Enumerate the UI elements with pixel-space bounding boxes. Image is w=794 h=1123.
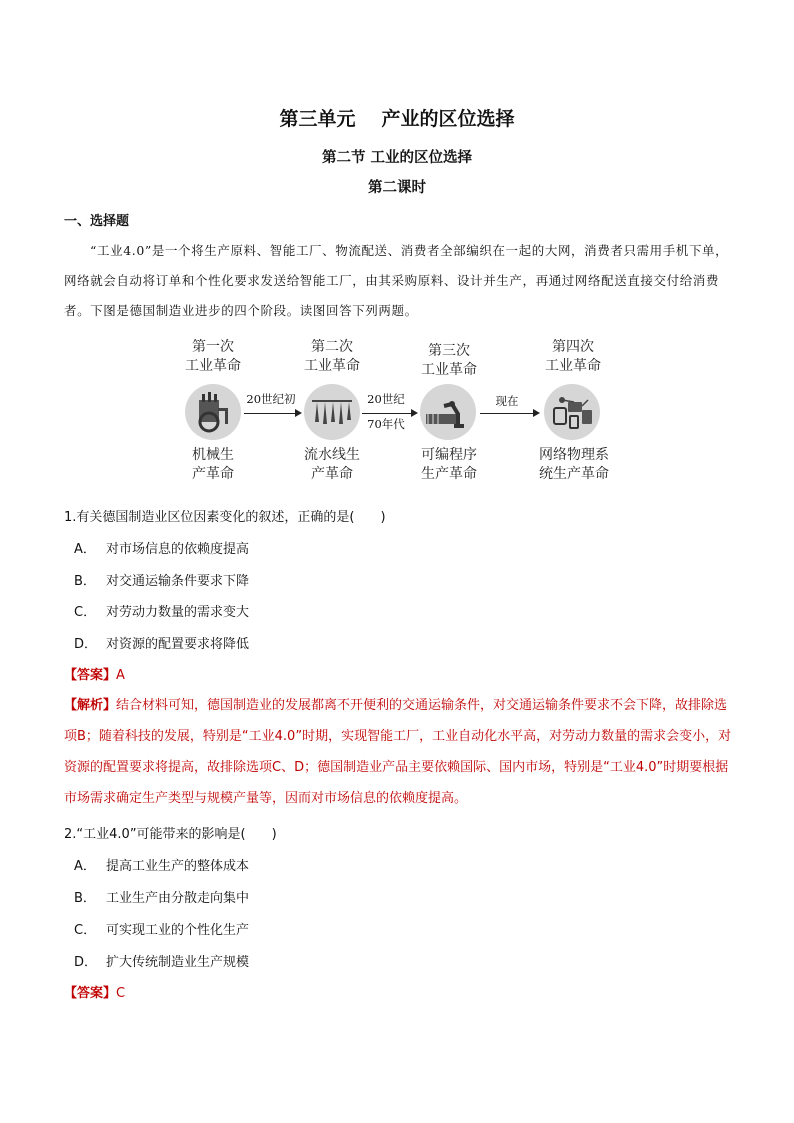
option-letter: C． (74, 605, 97, 620)
answer-label: 【答案】 (64, 986, 117, 1001)
stage-1-label-line2: 产革命 (192, 466, 234, 482)
stage-3-title-line1: 第三次 (428, 343, 470, 359)
question-2-option-a (74, 855, 249, 874)
stage-1-title-line1: 第一次 (192, 339, 234, 355)
option-letter: B． (74, 891, 96, 906)
arrow-2-label-line1: 20世纪 (367, 392, 405, 406)
stage-1-circle (185, 384, 241, 440)
arrow-3-label (478, 394, 536, 409)
analysis-text: 结合材料可知，德国制造业的发展都离不开便利的交通运输条件，对交通运输条件要求不会下降，故排除选项B；随着科技的发展，特别是“工业4.0”时期，实现智能工厂，工业自动化水平高，对劳动力数量的需求会变小，对资源的配置要求将提高，故排除选项C、D；德国制造业产品主要依赖国际、国内市场，特别是“工业4.0”时期要根据市场需求确定生产类型与规模产量等，因而对市场信息的依赖度提高。 (64, 698, 732, 806)
stage-2-label-line2: 产革命 (311, 466, 353, 482)
arrow-1-label (242, 392, 300, 407)
question-1-option-b (74, 570, 249, 589)
question-1-option-d (74, 633, 249, 652)
arrow-2-label-2 (360, 417, 412, 432)
option-text: 工业生产由分散走向集中 (106, 891, 250, 906)
stage-2-label (286, 446, 378, 484)
section-title: 第二节 工业的区位选择 (321, 150, 473, 166)
stage-2-label-line1: 流水线生 (304, 447, 360, 463)
stage-1-title-line2: 工业革命 (185, 358, 241, 374)
stage-2-title (291, 338, 373, 376)
question-2-answer (64, 982, 125, 1001)
stage-4-label-line2: 统生产革命 (539, 466, 609, 482)
question-1-answer (64, 664, 125, 683)
answer-value: C (116, 986, 126, 1001)
question-1-option-c (74, 601, 249, 620)
unit-title-name: 产业的区位选择 (381, 108, 515, 130)
stage-1-label (174, 446, 252, 484)
option-letter: A． (74, 859, 96, 874)
arrow-2 (362, 413, 416, 414)
question-1-option-a (74, 538, 249, 557)
robot-arm-icon (420, 384, 476, 440)
stage-1-title (174, 338, 252, 376)
stage-3-label (404, 446, 494, 484)
stage-3-circle (420, 384, 476, 440)
question-1-analysis (64, 690, 734, 814)
option-text: 可实现工业的个性化生产 (106, 923, 250, 938)
stage-3-label-line1: 可编程序 (421, 447, 477, 463)
stage-4-title-line1: 第四次 (552, 339, 594, 355)
stage-3-label-line2: 生产革命 (421, 466, 477, 482)
intro-paragraph: “工业4.0”是一个将生产原料、智能工厂、物流配送、消费者全部编织在一起的大网，消费者只需用手机下单，网络就会自动将订单和个性化要求发送给智能工厂，由其采购原料、设计并生产，再通过网络配送直接交付给消费者。下图是德国制造业进步的四个阶段。读图回答下列两题。 (64, 243, 729, 318)
option-letter: D． (74, 637, 98, 652)
question-2-stem: 2.“工业4.0”可能带来的影响是( ) (64, 827, 277, 842)
option-letter: D． (74, 955, 98, 970)
stage-4-title-line2: 工业革命 (545, 358, 601, 374)
unit-title-number: 第三单元 (279, 108, 356, 130)
network-devices-icon (544, 384, 600, 440)
question-2-option-d (74, 951, 249, 970)
arrow-1 (244, 413, 300, 414)
assembly-line-icon (304, 384, 360, 440)
stage-1-label-line1: 机械生 (192, 447, 234, 463)
question-1-stem: 1.有关德国制造业区位因素变化的叙述，正确的是( ) (64, 510, 386, 525)
question-2-option-c (74, 919, 249, 938)
option-text: 对资源的配置要求将降低 (106, 637, 250, 652)
option-letter: C． (74, 923, 97, 938)
stage-4-label (518, 446, 630, 484)
option-text: 对劳动力数量的需求变大 (106, 605, 250, 620)
option-text: 提高工业生产的整体成本 (106, 859, 250, 874)
stage-4-title (528, 338, 618, 376)
analysis-label: 【解析】 (64, 698, 117, 713)
stage-2-circle (304, 384, 360, 440)
question-2-option-b (74, 887, 249, 906)
option-text: 对市场信息的依赖度提高 (106, 542, 250, 557)
lesson-title: 第二课时 (368, 180, 426, 196)
option-text: 扩大传统制造业生产规模 (106, 955, 250, 970)
stage-2-title-line1: 第二次 (311, 339, 353, 355)
stage-4-circle (544, 384, 600, 440)
arrow-2-label (360, 392, 412, 407)
unit-title (0, 104, 794, 131)
stage-2-title-line2: 工业革命 (304, 358, 360, 374)
stage-3-title-line2: 工业革命 (421, 362, 477, 378)
machine-icon (185, 384, 241, 440)
arrow-3-label-line1: 现在 (495, 394, 519, 408)
option-text: 对交通运输条件要求下降 (106, 574, 250, 589)
answer-value: A (116, 668, 125, 683)
arrow-2-label-line2: 70年代 (367, 417, 405, 431)
arrow-1-label-line1: 20世纪初 (246, 392, 296, 406)
stage-4-label-line1: 网络物理系 (539, 447, 609, 463)
section-heading: 一、选择题 (64, 214, 130, 229)
option-letter: B． (74, 574, 96, 589)
industry-stages-figure (168, 334, 628, 486)
option-letter: A． (74, 542, 96, 557)
arrow-3 (480, 413, 538, 414)
answer-label: 【答案】 (64, 668, 117, 683)
stage-3-title (406, 342, 492, 380)
